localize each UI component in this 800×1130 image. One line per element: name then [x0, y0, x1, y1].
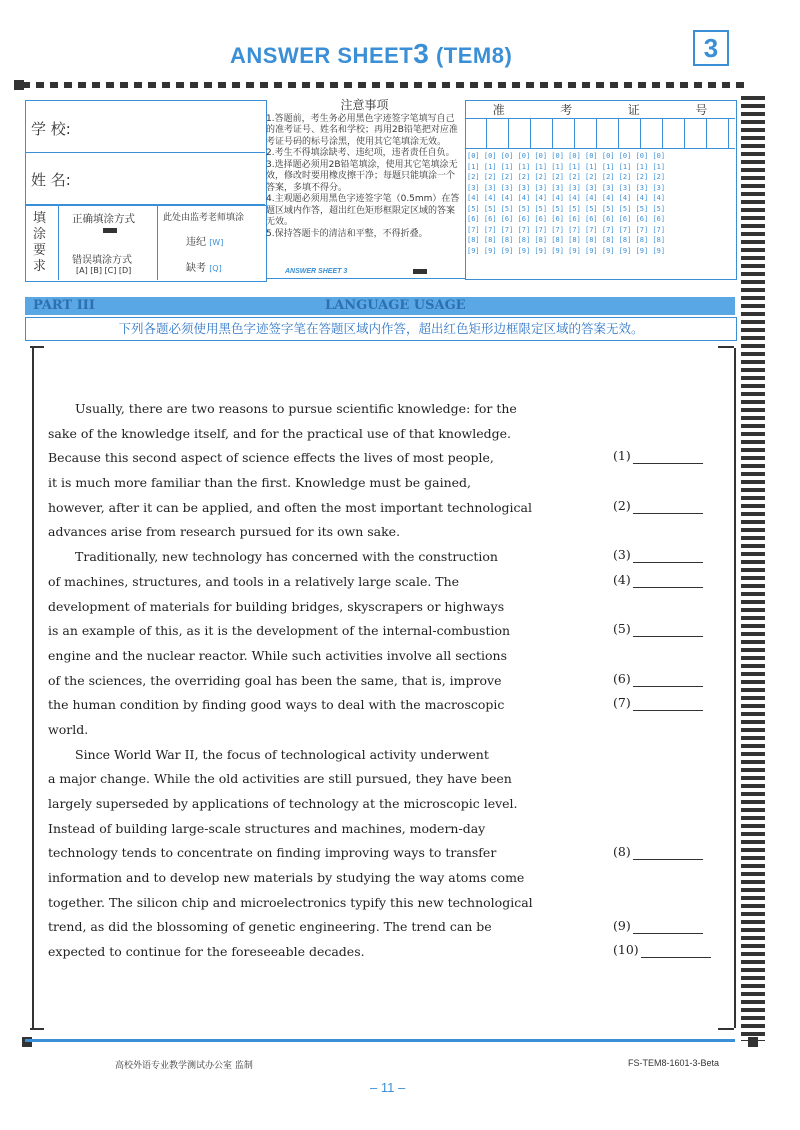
exam-id-heading: 准 考 证 号 [465, 100, 735, 119]
answer-blank[interactable] [613, 695, 703, 711]
notice-item: 3.选择题必须用2B铅笔填涂，使用其它笔填涂无效，修改时要用橡皮擦干净；每题只能填涂一个答案，多填不得分。 [266, 159, 458, 193]
passage [48, 397, 608, 965]
passage-line: however, after it can be applied, and often the most important technological [48, 499, 532, 515]
notice-item: 2.考生不得填涂缺考、违纪项，违者责任自负。 [266, 148, 455, 158]
passage-line: sake of the knowledge itself, and for the practical use of that knowledge. [48, 425, 511, 441]
passage-line: Because this second aspect of science effects the lives of most people, [48, 450, 494, 466]
passage-line: it is much more familiar than the first. Knowledge must be gained, [48, 475, 471, 491]
publisher-note: 高校外语专业教学测试办公室 监制 [115, 1061, 253, 1071]
school-field[interactable] [25, 100, 265, 153]
blank-line[interactable] [633, 671, 703, 687]
blank-number: (10) [613, 942, 639, 958]
passage-line: the human condition by finding good ways to deal with the macroscopic [48, 697, 505, 713]
frame-corner [30, 346, 44, 348]
bubble-row: [6] [6] [6] [6] [6] [6] [6] [6] [6] [6] [6] [6] [467, 215, 666, 223]
passage-line: development of materials for building bridges, skyscrapers or highways [48, 598, 505, 614]
fill-requirements-label: 填 涂 要 求 [33, 211, 47, 274]
notice-item: 1.答题前，考生务必用黑色字迹签字笔填写自己的准考证号、姓名和学校；再用2B铅笔把对应准考证号码的标号涂黑，使用其它笔填涂无效。 [266, 113, 458, 147]
passage-line: of the sciences, the overriding goal has been the same, that is, improve [48, 672, 502, 688]
passage-line: advances arise from research pursued for its own sake. [48, 524, 401, 540]
answer-instruction: 下列各题必须使用黑色字迹签字笔在答题区域内作答，超出红色矩形边框限定区域的答案无效。 [25, 317, 737, 341]
absent-bubble[interactable]: [Q] [209, 264, 222, 273]
answer-blank[interactable] [613, 918, 703, 934]
correct-method-label: 正确填涂方式 [72, 213, 135, 225]
passage-line: is an example of this, as it is the development of the internal-combustion [48, 623, 511, 639]
blank-number: (1) [613, 448, 631, 464]
wrong-fill-examples: [A] [B] [C] [D] [76, 266, 132, 275]
divider [58, 206, 59, 280]
passage-line: world. [48, 721, 89, 737]
passage-line: information and to develop new materials by studying the way atoms come [48, 870, 525, 886]
bubble-row: [2] [2] [2] [2] [2] [2] [2] [2] [2] [2] [2] [2] [467, 173, 666, 181]
answer-blank[interactable] [613, 621, 703, 637]
passage-line: Instead of building large-scale structures and machines, modern-day [48, 820, 486, 836]
bubble-row: [7] [7] [7] [7] [7] [7] [7] [7] [7] [7] [7] [7] [467, 225, 666, 234]
blank-number: (4) [613, 571, 631, 587]
blank-line[interactable] [641, 942, 711, 958]
bubble-row: [0] [0] [0] [0] [0] [0] [0] [0] [0] [0] [0] [0] [467, 152, 666, 160]
exam-id-write-cells[interactable] [465, 118, 735, 149]
divider [157, 206, 158, 280]
notice-item: 4.主观题必须用黑色字迹签字笔（0.5mm）在答题区域内作答，超出红色矩形框限定区域的答案无效。 [266, 194, 460, 227]
mark-bar [413, 269, 427, 274]
bubble-row: [3] [3] [3] [3] [3] [3] [3] [3] [3] [3] [3] [3] [467, 183, 666, 192]
answer-blank[interactable] [613, 547, 703, 563]
blank-line[interactable] [633, 547, 703, 563]
bubble-row: [1] [1] [1] [1] [1] [1] [1] [1] [1] [1] [1] [1] [467, 162, 666, 171]
passage-line: engine and the nuclear reactor. While such activities involve all sections [48, 647, 508, 663]
answer-blank[interactable] [613, 498, 703, 514]
answer-blank[interactable] [613, 942, 711, 958]
answer-blank[interactable] [613, 572, 703, 588]
divider [266, 278, 466, 279]
title-number: 3 [413, 38, 430, 69]
violation-label: 违纪 [W] [186, 237, 224, 248]
page-number: – 11 – [370, 1080, 406, 1095]
title-prefix: ANSWER SHEET [230, 43, 414, 68]
bubble-row: [4] [4] [4] [4] [4] [4] [4] [4] [4] [4] [4] [4] [467, 194, 666, 202]
notice-item: 5.保持答题卡的清洁和平整，不得折叠。 [266, 228, 428, 239]
title-suffix: (TEM8) [435, 43, 513, 68]
answer-blank[interactable] [613, 448, 703, 464]
blank-line[interactable] [633, 448, 703, 464]
frame-corner [718, 346, 734, 348]
name-field[interactable] [25, 153, 265, 205]
bubble-row: [8] [8] [8] [8] [8] [8] [8] [8] [8] [8] [8] [8] [467, 236, 666, 244]
absent-label: 缺考 [Q] [186, 263, 222, 274]
passage-line: trend, as did the blossoming of genetic engineering. The trend can be [48, 919, 492, 935]
timing-marks-top [22, 82, 747, 88]
blank-line[interactable] [633, 844, 703, 860]
proctor-heading: 此处由监考老师填涂 [163, 213, 245, 223]
blank-number: (7) [613, 695, 631, 711]
passage-line: a major change. While the old activities are still pursued, they have been [48, 771, 512, 787]
school-label: 学 校: [31, 120, 71, 138]
wrong-method-label: 错误填涂方式 [72, 255, 132, 266]
notice-box [266, 100, 463, 280]
blank-number: (6) [613, 670, 631, 686]
blank-line[interactable] [633, 695, 703, 711]
answer-sheet-tag: ANSWER SHEET 3 [285, 268, 348, 275]
passage-line: technology tends to concentrate on finding improving ways to transfer [48, 845, 497, 861]
passage-line: expected to continue for the foreseeable decades. [48, 944, 365, 960]
name-label: 姓 名: [31, 171, 71, 189]
blank-number: (3) [613, 547, 631, 563]
passage-line: Traditionally, new technology has concerned with the construction [75, 549, 498, 565]
part-title: LANGUAGE USAGE [325, 298, 466, 313]
blank-number: (5) [613, 621, 631, 637]
passage-line: together. The silicon chip and microelectronics typify this new technological [48, 894, 533, 910]
exam-id-bubble-grid[interactable] [467, 151, 733, 256]
blank-line[interactable] [633, 572, 703, 588]
answer-blank[interactable] [613, 671, 703, 687]
blank-line[interactable] [633, 498, 703, 514]
correct-fill-example [103, 228, 117, 233]
answer-blank[interactable] [613, 844, 703, 860]
notice-title: 注意事项 [340, 98, 389, 112]
frame-corner [30, 1028, 44, 1030]
blank-number: (9) [613, 917, 631, 933]
part-header-bar [25, 297, 735, 315]
blank-line[interactable] [633, 621, 703, 637]
violation-bubble[interactable]: [W] [209, 238, 224, 247]
passage-line: Usually, there are two reasons to pursue scientific knowledge: for the [75, 401, 517, 416]
blank-number: (8) [613, 843, 631, 859]
part-label: PART III [33, 298, 95, 313]
bubble-row: [9] [9] [9] [9] [9] [9] [9] [9] [9] [9] [9] [9] [467, 246, 666, 255]
sheet-title [230, 38, 512, 70]
alignment-mark [748, 1037, 758, 1047]
sheet-number-badge: 3 [693, 30, 729, 66]
blank-number: (2) [613, 497, 631, 513]
bubble-row: [5] [5] [5] [5] [5] [5] [5] [5] [5] [5] [5] [5] [467, 204, 666, 213]
form-code: FS-TEM8-1601-3-Beta [628, 1058, 720, 1068]
frame-corner [718, 1028, 734, 1030]
bottom-rule [25, 1039, 735, 1042]
passage-line: Since World War II, the focus of technological activity underwent [75, 746, 489, 762]
timing-marks-side [741, 96, 765, 1041]
blank-line[interactable] [633, 918, 703, 934]
passage-line: of machines, structures, and tools in a relatively large scale. The [48, 573, 460, 589]
passage-line: largely superseded by applications of technology at the microscopic level. [48, 796, 518, 811]
